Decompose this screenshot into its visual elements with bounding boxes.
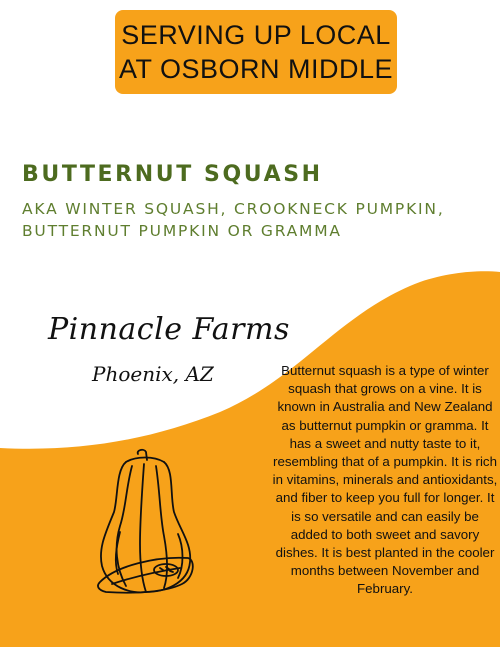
produce-description: Butternut squash is a type of winter squash that grows on a vine. It is known in Australia and New Zealand as butternut pumpkin or gramma. It has a sweet and nutty taste to it, resembling that of a pumpkin. It is rich in vitamins, minerals and antioxidants, and fiber to keep you full for longer. It is so versatile and can easily be added to both sweet and savory dishes. It is best planted in the cooler months between November and February. — [272, 363, 498, 597]
produce-aka — [22, 198, 492, 242]
aka-line-1: AKA WINTER SQUASH, CROOKNECK PUMPKIN, — [22, 200, 445, 218]
header-banner — [115, 10, 397, 94]
produce-title: BUTTERNUT SQUASH — [22, 162, 323, 187]
squash-slice-icon — [96, 548, 196, 598]
farm-name: Pinnacle Farms — [48, 312, 290, 347]
header-line-1: SERVING UP LOCAL — [121, 20, 391, 50]
header-line-2: AT OSBORN MIDDLE — [118, 54, 394, 84]
farm-location: Phoenix, AZ — [92, 362, 214, 386]
aka-line-2: BUTTERNUT PUMPKIN OR GRAMMA — [22, 222, 342, 240]
